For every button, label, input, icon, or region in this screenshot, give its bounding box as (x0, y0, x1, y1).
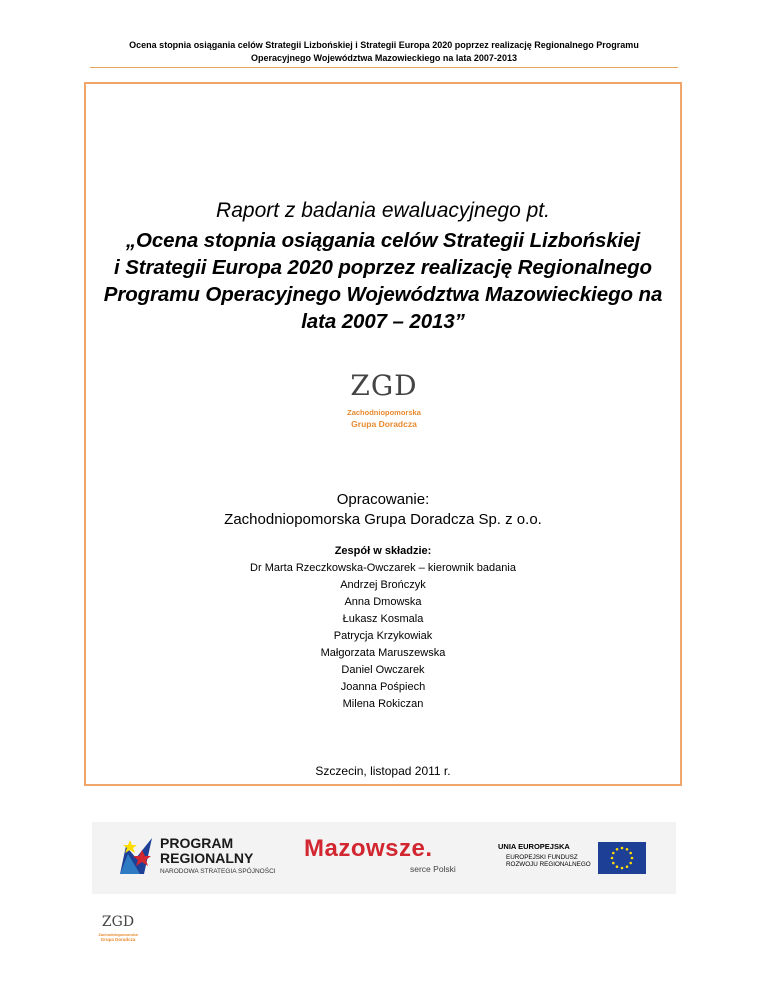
header-rule (90, 67, 678, 68)
mazowsze-wordmark: Mazowsze. (304, 835, 433, 862)
program-regionalny-line-2: REGIONALNY (160, 850, 254, 866)
funding-logo-bar (92, 822, 676, 894)
footer-zgd-mark: ZGD (101, 914, 135, 930)
team-member: Dr Marta Rzeczkowska-Owczarek – kierownik badania (250, 562, 516, 574)
report-title-line-4: lata 2007 – 2013” (301, 310, 465, 333)
zgd-logo-mark: ZGD (350, 369, 418, 402)
report-title-line-3: Programu Operacyjnego Województwa Mazowieckiego na (103, 283, 663, 306)
zgd-logo (330, 366, 438, 436)
prepared-by-label: Opracowanie: (336, 491, 430, 508)
zgd-logo-text-1: Zachodniopomorska (347, 408, 421, 417)
team-list (84, 560, 682, 713)
team-member: Daniel Owczarek (341, 664, 425, 676)
eu-title: UNIA EUROPEJSKA (498, 842, 570, 851)
zgd-logo-text-2: Grupa Doradcza (351, 419, 417, 429)
mazowsze-logo (304, 836, 474, 884)
team-member: Patrycja Krzykowiak (333, 630, 433, 642)
program-regionalny-logo (116, 834, 296, 884)
team-member: Joanna Pośpiech (340, 681, 426, 693)
place-and-date: Szczecin, listopad 2011 r. (315, 764, 451, 778)
footer-zgd-text-2: Grupa Doradcza (100, 937, 136, 942)
program-regionalny-star-icon (116, 834, 156, 878)
eu-flag-icon (598, 842, 646, 874)
program-regionalny-subtitle: NARODOWA STRATEGIA SPÓJNOŚCI (160, 868, 276, 875)
footer-zgd-logo (92, 912, 144, 946)
team-heading: Zespół w składzie: (334, 545, 432, 557)
footer-zgd-text-1: Zachodniopomorska (98, 932, 138, 937)
program-regionalny-title (160, 836, 253, 866)
report-title-line-2: i Strategii Europa 2020 poprzez realizację Regionalnego (114, 256, 652, 279)
team-member: Małgorzata Maruszewska (320, 647, 446, 659)
eu-fund-line-1: EUROPEJSKI FUNDUSZ (506, 854, 578, 861)
program-regionalny-line-1: PROGRAM (160, 835, 234, 851)
mazowsze-tagline: serce Polski (410, 864, 456, 874)
eu-fund-line-2: ROZWOJU REGIONALNEGO (506, 861, 591, 868)
report-type-label: Raport z badania ewaluacyjnego pt. (216, 199, 550, 222)
team-member: Łukasz Kosmala (342, 613, 424, 625)
running-header (90, 39, 678, 65)
report-title (84, 227, 682, 335)
team-member: Anna Dmowska (344, 596, 422, 608)
report-title-line-1: „Ocena stopnia osiągania celów Strategii Lizbońskiej (125, 229, 641, 252)
running-header-line-1: Ocena stopnia osiągania celów Strategii Lizbońskiej i Strategii Europa 2020 poprzez realizację Regionalnego Programu (129, 40, 639, 50)
prepared-by-company: Zachodniopomorska Grupa Doradcza Sp. z o.o. (224, 511, 542, 528)
running-header-line-2: Operacyjnego Województwa Mazowieckiego na lata 2007-2013 (251, 53, 517, 63)
team-member: Andrzej Brończyk (340, 579, 426, 591)
eu-logo (498, 842, 648, 878)
team-member: Milena Rokiczan (342, 698, 424, 710)
